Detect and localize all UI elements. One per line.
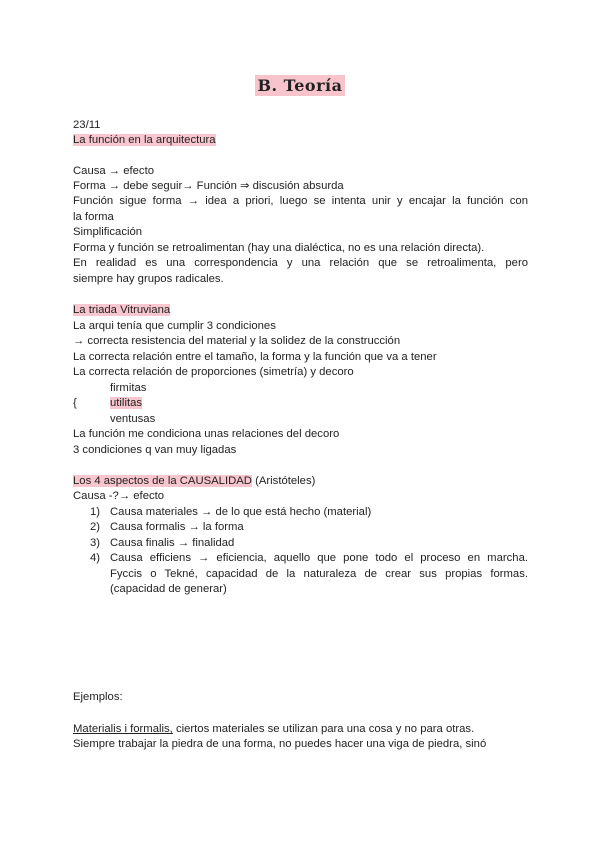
text-line: 3 condiciones q van muy ligadas: [73, 444, 237, 456]
underlined-term: Materialis i formalis,: [73, 723, 173, 735]
section-heading-causalidad: Los 4 aspectos de la CAUSALIDAD (Aristóteles): [73, 475, 316, 487]
text-line: Función sigue forma → idea a priori, luego se intenta unir y encajar la función con: [73, 195, 528, 207]
section-heading-ejemplos: Ejemplos:: [73, 691, 123, 703]
text-line: Simplificación: [73, 226, 143, 238]
text-line: Causa → efecto: [73, 165, 155, 177]
list-item: Causa efficiens → eficiencia, aquello que pone todo el proceso en marcha.: [110, 552, 528, 564]
text-line: Causa -?→ efecto: [73, 490, 165, 502]
text-line: → correcta resistencia del material y la solidez de la construcción: [73, 335, 401, 347]
section-heading-triada: La triada Vitruviana: [73, 304, 171, 316]
text-line: La correcta relación de proporciones (simetría) y decoro: [73, 366, 354, 378]
list-number: 2): [90, 521, 101, 533]
list-item: Causa materiales → de lo que está hecho (material): [110, 506, 372, 518]
text-line: la forma: [73, 211, 114, 223]
term-utilitas: utilitas: [110, 397, 143, 409]
list-number: 3): [90, 537, 101, 549]
text-line: En realidad es una correspondencia y una relación que se retroalimenta, pero: [73, 257, 528, 269]
page-title: [0, 76, 600, 95]
list-item-continued: Fyccis o Tekné, capacidad de la naturaleza de crear sus propias formas.: [110, 568, 528, 580]
list-number: 1): [90, 506, 101, 518]
text-line: La función me condiciona unas relaciones del decoro: [73, 428, 340, 440]
list-item: Causa formalis → la forma: [110, 521, 244, 533]
text-line: La correcta relación entre el tamaño, la forma y la función que va a tener: [73, 351, 437, 363]
text-line: Forma → debe seguir→ Función ⇒ discusión absurda: [73, 180, 344, 192]
brace-mark: {: [73, 397, 77, 409]
list-number: 4): [90, 552, 101, 564]
text-line: Materialis i formalis, ciertos materiales se utilizan para una cosa y no para otras.: [73, 723, 475, 735]
list-item-continued: (capacidad de generar): [110, 583, 227, 595]
text-line: Siempre trabajar la piedra de una forma, no puedes hacer una viga de piedra, sinó: [73, 738, 487, 750]
term-firmitas: firmitas: [110, 382, 147, 394]
text-line: Forma y función se retroalimentan (hay una dialéctica, no es una relación directa).: [73, 242, 485, 254]
page-title-text: B. Teoría: [255, 75, 346, 96]
date-label: 23/11: [73, 119, 101, 131]
term-ventusas: ventusas: [110, 413, 156, 425]
text-line: La arqui tenía que cumplir 3 condiciones: [73, 320, 276, 332]
section-heading-funcion: La función en la arquitectura: [73, 134, 216, 146]
text-line: siempre hay grupos radicales.: [73, 273, 224, 285]
list-item: Causa finalis → finalidad: [110, 537, 235, 549]
